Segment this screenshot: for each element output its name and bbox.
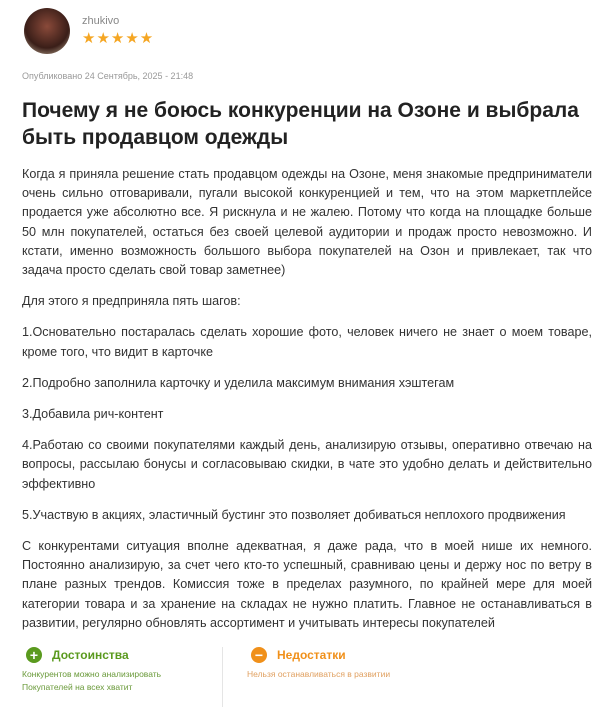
published-date: Опубликовано 24 Сентябрь, 2025 - 21:48 xyxy=(22,71,194,81)
pros-item: Конкурентов можно анализировать xyxy=(22,669,162,680)
paragraph: 5.Участвую в акциях, эластичный бустинг это позволяет добиваться неплохого продвижения xyxy=(22,507,566,522)
cons-section xyxy=(222,647,447,707)
paragraph: С конкурентами ситуация вполне адекватная, я даже рада, что в моей нише их немного. Постоянно анализирую, за счет чего кто-то успешный, сравниваю цены и держу нос по ветру в плане разных трендов. Комиссия тоже в пределах разумного, по крайней мере для моей категории товара и за хранение на складах не нужно платить. Главное не останавливаться в развитии, регулярно обновлять ассортимент и учитывать интересы покупателей xyxy=(22,539,592,630)
review-header xyxy=(22,0,592,54)
minus-icon: − xyxy=(251,647,267,663)
avatar[interactable] xyxy=(24,8,70,54)
paragraph: Когда я приняла решение стать продавцом одежды на Озоне, меня знакомые предприниматели очень сильно отговаривали, пугали высокой конкуренцией и тем, что на этом маркетплейсе продается уже абсолютно все. Я рискнула и не жалею. Потому что когда на площадке больше 50 млн покупателей, остаться без своей целевой аудитории и продаж просто невозможно. И кстати, именно возможность большого выбора покупателей на Озон и привлекает, так что задача просто сделать свой товар заметнее) xyxy=(22,167,592,278)
review-title: Почему я не боюсь конкуренции на Озоне и выбрала быть продавцом одежды xyxy=(22,99,579,149)
paragraph: 1.Основательно постаралась сделать хорошие фото, человек ничего не знает о моем товаре, кроме того, что видит в карточке xyxy=(22,325,592,359)
plus-icon: + xyxy=(26,647,42,663)
paragraph: Для этого я предприняла пять шагов: xyxy=(22,294,241,309)
paragraph: 2.Подробно заполнила карточку и уделила максимум внимания хэштегам xyxy=(22,375,455,390)
paragraph: 4.Работаю со своими покупателями каждый день, анализирую отзывы, оперативно отвечаю на вопросы, рассылаю бонусы и согласовываю скидки, в чате это удобно делать и действительно эффективно xyxy=(22,438,592,491)
pros-cons xyxy=(22,647,592,707)
pros-item: Покупателей на всех хватит xyxy=(22,682,133,693)
cons-title: Недостатки xyxy=(277,648,346,663)
cons-item: Нельзя останавливаться в развитии xyxy=(247,669,391,680)
paragraph: 3.Добавила рич-контент xyxy=(22,407,164,422)
rating-stars-icon: ★★★★★ xyxy=(82,30,155,47)
pros-section xyxy=(22,647,222,707)
author-name[interactable]: zhukivo xyxy=(82,15,120,27)
pros-title: Достоинства xyxy=(52,648,129,663)
